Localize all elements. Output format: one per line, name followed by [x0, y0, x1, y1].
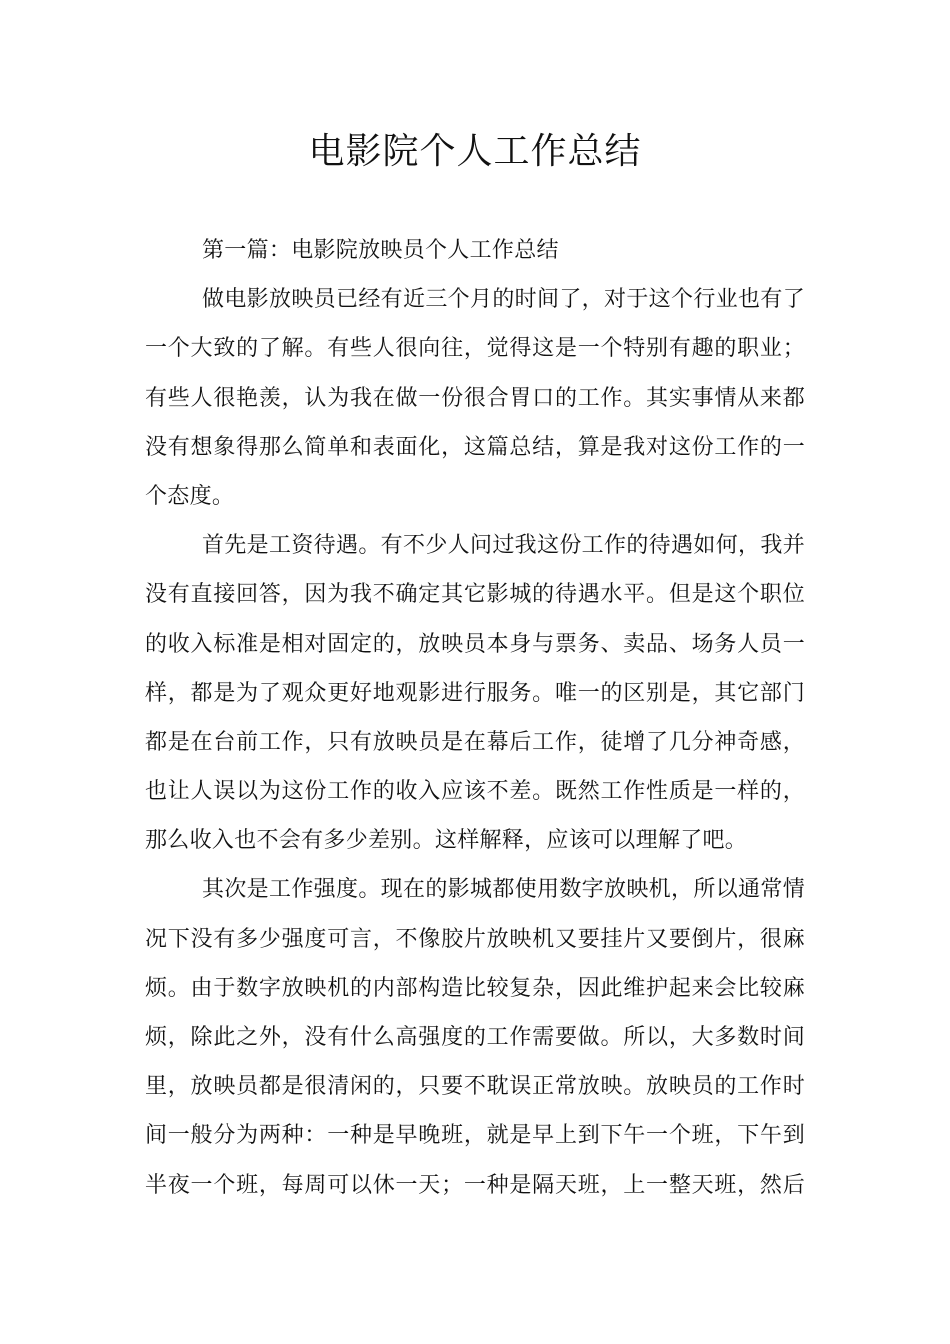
paragraph-line: 那么收入也不会有多少差别。这样解释，应该可以理解了吧。 — [145, 828, 748, 854]
paragraph-line: 其次是工作强度。现在的影城都使用数字放映机，所以通常情 — [202, 877, 805, 903]
paragraph-line: 半夜一个班，每周可以休一天；一种是隔天班，上一整天班，然后 — [145, 1172, 805, 1198]
paragraph-line: 没有直接回答，因为我不确定其它影城的待遇水平。但是这个职位 — [145, 582, 805, 608]
paragraph-line: 做电影放映员已经有近三个月的时间了，对于这个行业也有了 — [202, 287, 805, 313]
paragraph-line: 都是在台前工作，只有放映员是在幕后工作，徒增了几分神奇感， — [145, 729, 805, 755]
paragraph-line: 也让人误以为这份工作的收入应该不差。既然工作性质是一样的， — [145, 779, 805, 805]
document-body — [145, 226, 805, 1210]
paragraph-line: 况下没有多少强度可言，不像胶片放映机又要挂片又要倒片，很麻 — [145, 926, 805, 952]
paragraph-line: 间一般分为两种：一种是早晚班，就是早上到下午一个班，下午到 — [145, 1123, 805, 1149]
paragraph-line: 首先是工资待遇。有不少人问过我这份工作的待遇如何，我并 — [202, 533, 805, 559]
paragraph-line: 烦，除此之外，没有什么高强度的工作需要做。所以，大多数时间 — [145, 1025, 805, 1050]
section-heading: 第一篇：电影院放映员个人工作总结 — [202, 238, 559, 263]
paragraph-line: 里，放映员都是很清闲的，只要不耽误正常放映。放映员的工作时 — [145, 1074, 805, 1100]
paragraph-line: 有些人很艳羡，认为我在做一份很合胃口的工作。其实事情从来都 — [145, 385, 805, 411]
paragraph-line: 烦。由于数字放映机的内部构造比较复杂，因此维护起来会比较麻 — [145, 975, 805, 1001]
paragraph-line: 一个大致的了解。有些人很向往，觉得这是一个特别有趣的职业； — [145, 336, 805, 362]
paragraph-line: 的收入标准是相对固定的，放映员本身与票务、卖品、场务人员一 — [145, 631, 805, 657]
paragraph-line: 个态度。 — [145, 483, 235, 509]
paragraph-line: 样，都是为了观众更好地观影进行服务。唯一的区别是，其它部门 — [145, 680, 805, 706]
document-title: 电影院个人工作总结 — [308, 131, 642, 172]
paragraph-line: 没有想象得那么简单和表面化，这篇总结，算是我对这份工作的一 — [145, 434, 805, 460]
